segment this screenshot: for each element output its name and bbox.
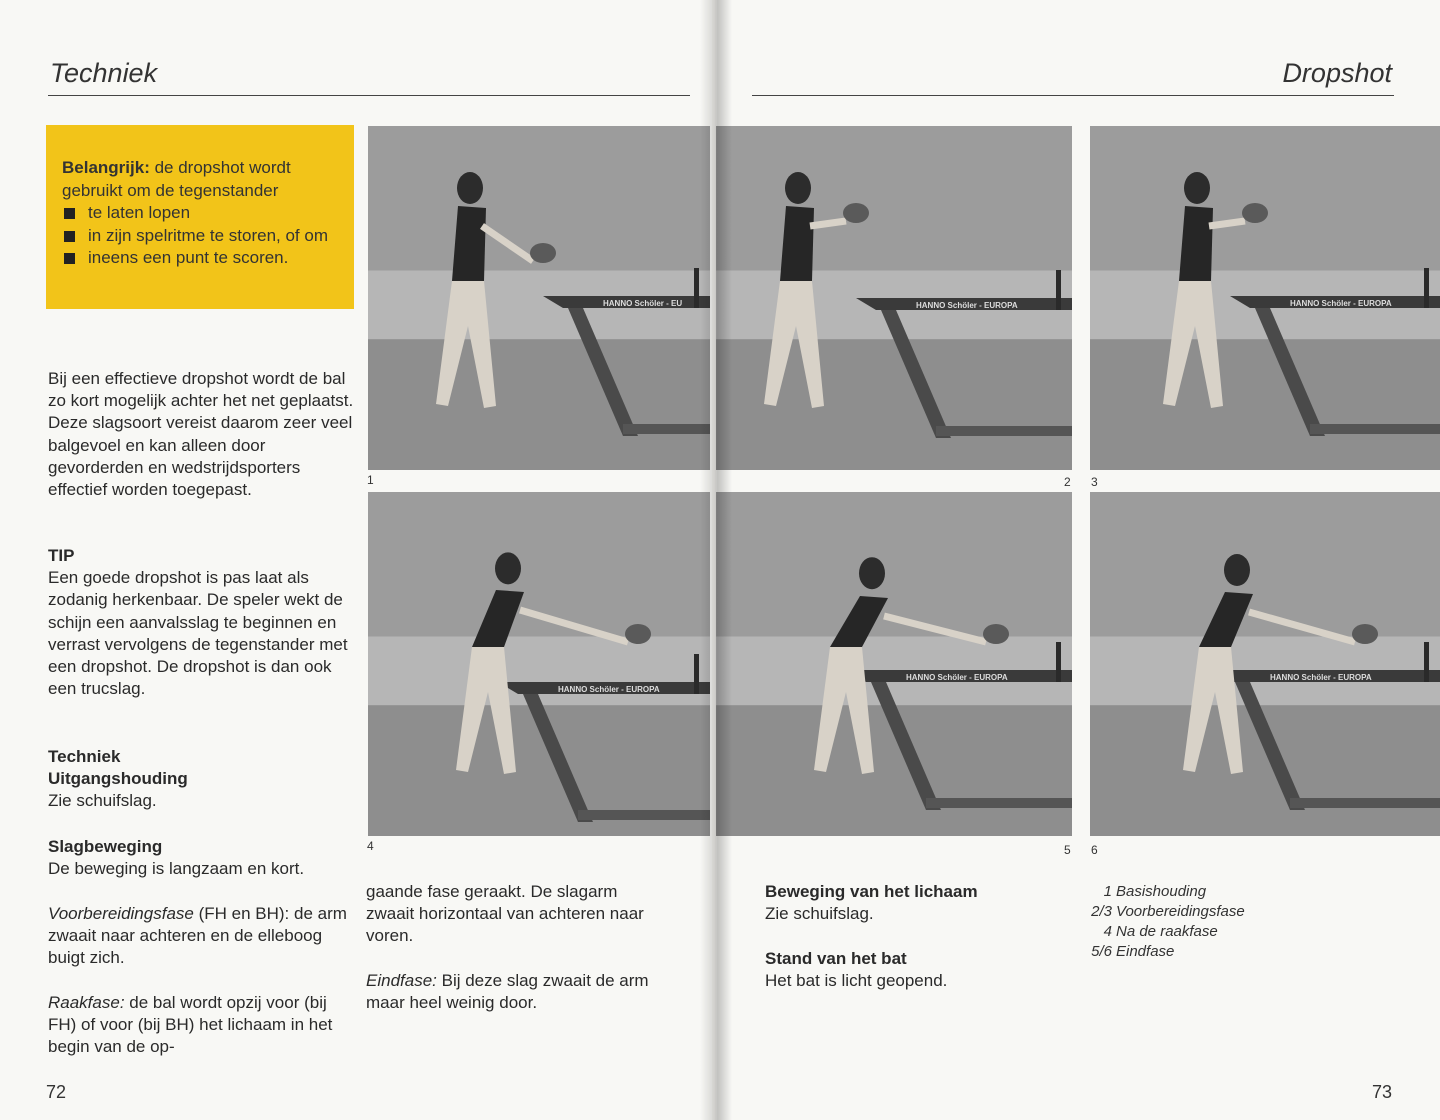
racket (530, 243, 556, 263)
wall-upper (716, 492, 1072, 636)
floor (368, 339, 710, 470)
racket (1242, 203, 1268, 223)
photo-2-scene (716, 126, 1072, 470)
voorbereidingsfase-text: (FH en BH): de arm zwaait naar achteren en de elleboog buigt zich. (48, 904, 347, 968)
uitgangshouding-text: Zie schuifslag. (48, 791, 157, 811)
caption-row (1082, 902, 1245, 922)
photo-1 (368, 126, 710, 470)
bat-heading: Stand van het bat (765, 949, 907, 968)
table-base (1310, 424, 1440, 434)
floor (1090, 339, 1440, 470)
caption-number: 2/3 (1091, 903, 1112, 920)
photo-1-scene (368, 126, 710, 470)
net-post (694, 268, 699, 308)
photo-label-2: 2 (1064, 475, 1071, 489)
techniek-section (48, 746, 358, 813)
net-post (694, 654, 699, 694)
running-head-left: Techniek (50, 58, 158, 88)
slagbeweging-text: De beweging is langzaam en kort. (48, 859, 305, 879)
net-post (1424, 268, 1429, 308)
photo-3 (1090, 126, 1440, 470)
caption-row (1082, 942, 1245, 962)
photo-label-6: 6 (1091, 843, 1098, 857)
photo-label-4: 4 (367, 839, 374, 853)
caption-text: Basishouding (1116, 883, 1207, 900)
column2-paragraph: gaande fase geraakt. De slagarm zwaait horizontaal van achteren naar voren. (366, 882, 644, 946)
table-sign-text: HANNO Schöler - EUROPA (558, 685, 660, 694)
table-base (578, 810, 710, 820)
caption-text: Eindfase (1116, 943, 1175, 960)
tip-text: Een goede dropshot is pas laat als zodanig herkenbaar. De speler wekt de schijn een aanvalsslag te beginnen en verrast vervolgens de tegenstander met een dropshot. De dropshot is dan ook een trucslag. (48, 568, 348, 699)
table-base (926, 798, 1072, 808)
net-post (1056, 642, 1061, 682)
photo-captions (1082, 882, 1245, 962)
voorbereidingsfase-term: Voorbereidingsfase (48, 904, 194, 923)
bat-text: Het bat is licht geopend. (765, 971, 948, 991)
eindfase-text: Bij deze slag zwaait de arm maar heel weinig door. (366, 971, 649, 1013)
net-post (1424, 642, 1429, 682)
player-arm (1209, 221, 1245, 226)
photo-5-scene (716, 492, 1072, 836)
caption-number: 4 (1103, 923, 1112, 940)
photo-3-scene (1090, 126, 1440, 470)
table-sign-text: HANNO Schöler - EUROPA (906, 673, 1008, 682)
wall-upper (1090, 126, 1440, 270)
eindfase-paragraph (366, 970, 666, 1014)
slagbeweging-section (48, 836, 358, 880)
caption-row (1082, 922, 1245, 942)
important-callout (46, 125, 354, 309)
voorbereidingsfase-paragraph (48, 903, 358, 970)
caption-number: 1 (1103, 883, 1112, 900)
player-head (457, 172, 483, 204)
header-rule-left (48, 95, 690, 96)
player-head (785, 172, 811, 204)
callout-bullet: te laten lopen (62, 202, 338, 225)
photo-4 (368, 492, 710, 836)
player-head (495, 552, 521, 584)
photo-label-1: 1 (367, 473, 374, 487)
player-arm (810, 221, 846, 226)
table-sign-text: HANNO Schöler - EU (603, 299, 683, 308)
callout-bullet: ineens een punt te scoren. (62, 247, 338, 270)
page-number-left: 72 (46, 1082, 67, 1102)
photo-6-scene (1090, 492, 1440, 836)
raakfase-paragraph (48, 992, 358, 1059)
callout-bullet: in zijn spelritme te storen, of om (62, 225, 338, 248)
wall-upper (716, 126, 1072, 270)
callout-lead-text: de dropshot wordt gebruikt om de tegenstander (62, 158, 291, 200)
table-base (1290, 798, 1440, 808)
player-head (859, 557, 885, 589)
photo-6 (1090, 492, 1440, 836)
callout-bullet-list (62, 202, 338, 270)
photo-2 (716, 126, 1072, 470)
player-torso (452, 206, 486, 281)
racket (983, 624, 1009, 644)
lichaam-text: Zie schuifslag. (765, 904, 874, 924)
caption-row (1082, 882, 1245, 902)
caption-number: 5/6 (1091, 943, 1112, 960)
running-head-right: Dropshot (1282, 58, 1392, 88)
techniek-heading: Techniek (48, 747, 121, 766)
racket (843, 203, 869, 223)
uitgangshouding-heading: Uitgangshouding (48, 769, 188, 789)
raakfase-term: Raakfase: (48, 993, 125, 1012)
table-sign-text: HANNO Schöler - EUROPA (1290, 299, 1392, 308)
net-post (1056, 270, 1061, 310)
photo-label-5: 5 (1064, 843, 1071, 857)
photo-label-3: 3 (1091, 475, 1098, 489)
caption-text: Voorbereidingsfase (1116, 903, 1245, 920)
table-base (623, 424, 710, 434)
header-rule-right (752, 95, 1394, 96)
raakfase-text: de bal wordt opzij voor (bij FH) of voor (bij BH) het lichaam in het begin van de op- (48, 993, 333, 1057)
page-number-right: 73 (1372, 1082, 1393, 1102)
tip-heading: TIP (48, 546, 75, 565)
lichaam-section (765, 881, 1065, 925)
racket (1352, 624, 1378, 644)
table-sign-text: HANNO Schöler - EUROPA (916, 301, 1018, 310)
intro-paragraph: Bij een effectieve dropshot wordt de bal zo kort mogelijk achter het net geplaatst. Deze slagsoort vereist daarom zeer veel balgevoel en kan alleen door gevorderden en wedstrijdsporters effectief worden toegepast. (48, 369, 354, 500)
photo-4-scene (368, 492, 710, 836)
tip-section (48, 545, 358, 700)
player-head (1224, 554, 1250, 586)
slagbeweging-heading: Slagbeweging (48, 837, 163, 856)
table-sign-text: HANNO Schöler - EUROPA (1270, 673, 1372, 682)
wall-lower (368, 636, 710, 705)
caption-text: Na de raakfase (1116, 923, 1218, 940)
racket (625, 624, 651, 644)
photo-5 (716, 492, 1072, 836)
callout-lead-bold: Belangrijk: (62, 158, 150, 177)
table-base (936, 426, 1072, 436)
player-head (1184, 172, 1210, 204)
lichaam-heading: Beweging van het lichaam (765, 882, 978, 901)
bat-section (765, 948, 1065, 992)
eindfase-term: Eindfase: (366, 971, 437, 990)
